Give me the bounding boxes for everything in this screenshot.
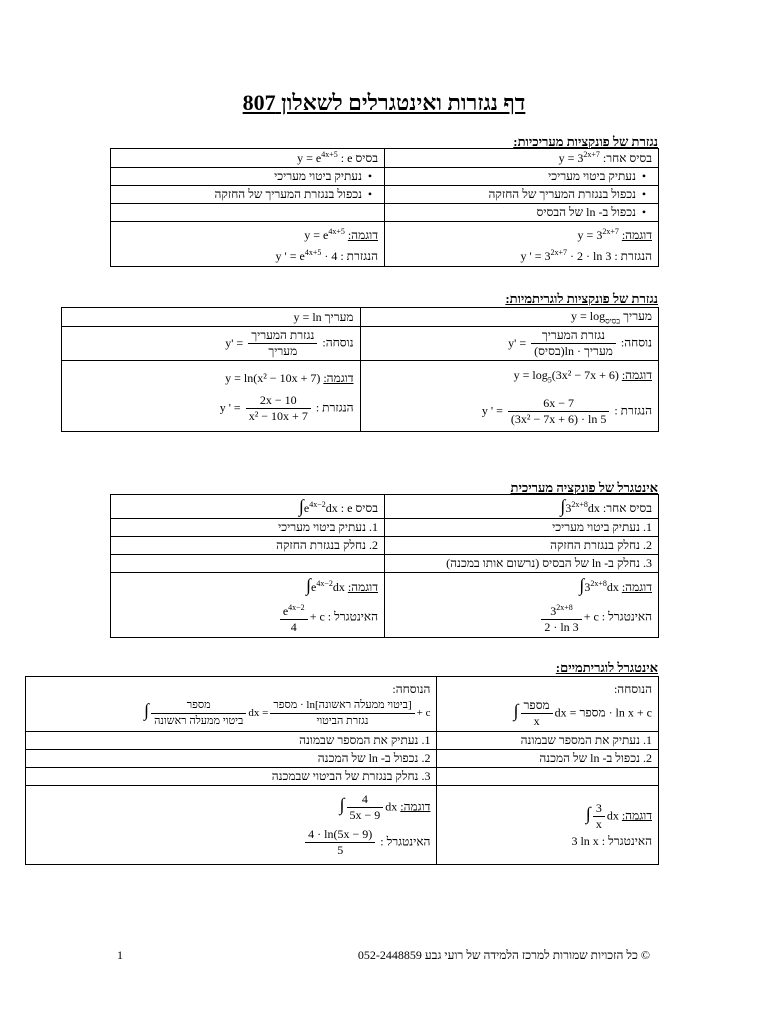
step-multiply-ln-base: • נכפול ב- ln של הבסיס: [385, 204, 659, 222]
formula-int-simple: הנוסחה: ∫ $\frac{\text{מספר}}{x}$ dx = מספר · ln x + c: [437, 677, 659, 732]
exp-integral-table: [110, 494, 659, 638]
log-derivative-table: [61, 307, 659, 432]
int-step-2: 2. נחלק בנגזרת החזקה: [385, 537, 659, 555]
cell-int-base-e-head: בסיס e : $\int e^{4x-2}dx$: [111, 495, 385, 519]
footer-copyright: © כל הזכויות שמורות למרכז הלמידה של רועי גבע 052-2448859: [357, 948, 650, 962]
log-int-step-2-b: 2. נכפול ב- ln של המכנה: [26, 750, 437, 768]
cell-base-e-head: בסיס e : $y = e^{4x+5}$: [111, 149, 385, 168]
cell-ln-head: מעריך y = ln: [62, 308, 361, 327]
exp-derivative-table: [110, 148, 659, 267]
log-int-step-3: 3. נחלק בנגזרת של הביטוי שבמכנה: [26, 768, 437, 786]
example-ln: דוגמה: y = ln(x² − 10x + 7) הנגזרת : y ' = $\frac{2x - 10}{\text{x² − 10x + 7}}$: [62, 361, 361, 432]
int-step-3: 3. נחלק ב- ln של הבסיס (נרשום אותו במכנה): [385, 555, 659, 573]
page-number: 1: [117, 948, 123, 962]
cell-other-base-head: בסיס אחר: $y = 3^{2x+7}$: [385, 149, 659, 168]
log-int-step-1: 1. נעתיק את המספר שבמונה: [437, 732, 659, 750]
step-copy-exp: • נעתיק ביטוי מעריכי: [385, 168, 659, 186]
section-heading-log-integral: אינטגרל לוגריתמיים:: [555, 660, 658, 675]
example-other-base: דוגמה: $y = 3^{2x+7}$ הנגזרת : y ' = $3^{2x+7} \cdot 2 \cdot \ln 3$: [385, 222, 659, 267]
step-multiply-derivative-e: • נכפול בנגזרת המעריך של החזקה: [111, 186, 385, 204]
section-heading-exp-derivative: נגזרת של פונקציות מעריכיות:: [513, 134, 658, 149]
example-log-int-linear: דוגמה: ∫ $\frac{4}{5x - 9}$ dx האינטגרל : $\frac{4 \cdot \ln(5x - 9)}{5}$: [26, 786, 437, 865]
example-base-e: דוגמה: $y = e^{4x+5}$ הנגזרת : y ' = $e^{4x+5} \cdot 4$: [111, 222, 385, 267]
example-int-base-e: דוגמה: $\int e^{4x-2}dx$ האינטגרל : $\frac{e^{4x-2}}{4}$ + c: [111, 573, 385, 638]
log-integral-table: [25, 676, 659, 865]
int-step-1-e: 1. נעתיק ביטוי מעריכי: [111, 519, 385, 537]
int-step-1: 1. נעתיק ביטוי מעריכי: [385, 519, 659, 537]
example-log-int-simple: דוגמה: ∫ $\frac{3}{x}$ dx האינטגרל : 3 ln x: [437, 786, 659, 865]
formula-log: נוסחה: $\frac{\text{נגזרת המעריך}}{\text{מעריך · ln(בסיס)}}$ y' =: [360, 327, 659, 361]
section-heading-exp-integral: אינטגרל של פונקציה מעריכית: [510, 480, 658, 495]
cell-int-other-base-head: בסיס אחר: $\int 3^{2x+8}dx$: [385, 495, 659, 519]
formula-ln: נוסחה: $\frac{\text{נגזרת המעריך}}{\text{מעריך}}$ y' =: [62, 327, 361, 361]
example-log: דוגמה: $y = \log_5(3x^2 - 7x + 6)$ הנגזרת : y ' = $\frac{6x - 7}{\text{(3x² − 7x + 6) · ln 5}}$: [360, 361, 659, 432]
int-step-2-e: 2. נחלק בנגזרת החזקה: [111, 537, 385, 555]
log-int-step-1-b: 1. נעתיק את המספר שבמונה: [26, 732, 437, 750]
cell-log-head: מעריך $y = \log_{בסיס}$: [360, 308, 659, 327]
section-heading-log-derivative: נגזרת של פונקציות לוגריתמיות:: [505, 291, 658, 306]
formula-int-linear: הנוסחה: ∫ $\frac{\text{מספר}}{\text{ביטוי ממעלה ראשונה}}$ dx = $\frac{\text{מספר · ln[ביטוי ממעלה ראשונה]}}{\text{נגזרת הביטוי}}$ + c: [26, 677, 437, 732]
page-title: דף נגזרות ואינטגרלים לשאלון 807: [242, 90, 526, 115]
step-multiply-derivative: • נכפול בנגזרת המעריך של החזקה: [385, 186, 659, 204]
log-int-step-2: 2. נכפול ב- ln של המכנה: [437, 750, 659, 768]
step-copy-exp-e: • נעתיק ביטוי מעריכי: [111, 168, 385, 186]
example-int-other-base: דוגמה: $\int 3^{2x+8}dx$ האינטגרל : $\frac{3^{2x+8}}{2 \cdot \ln 3}$ + c: [385, 573, 659, 638]
